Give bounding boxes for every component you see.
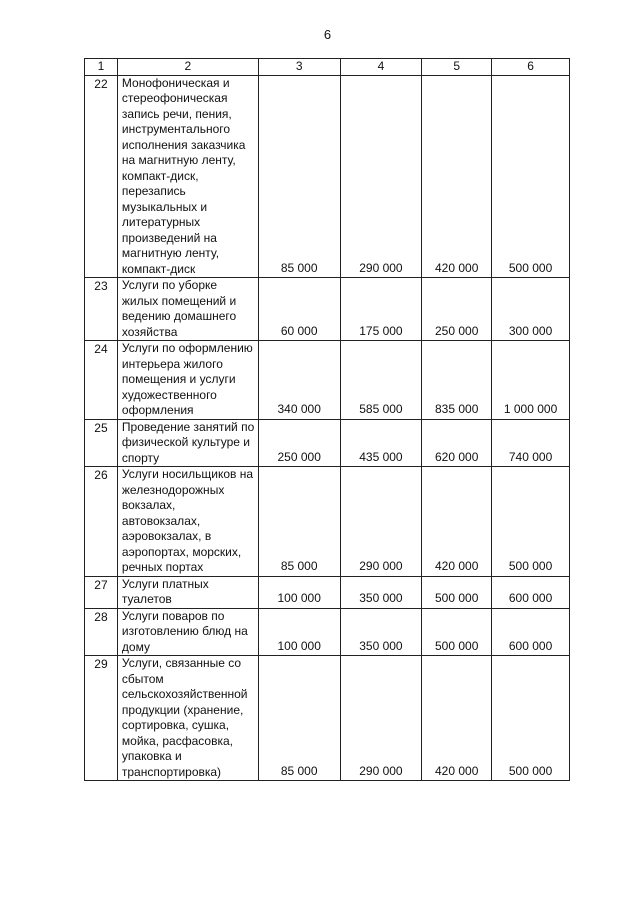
- value-col-5: 250 000: [422, 278, 492, 341]
- service-description: Монофоническая и стереофоническая запись речи, пения, инструментального исполнения заказчика на магнитную ленту, компакт-диск, перезапись музыкальных и литературных произведений на магнитную ленту, компакт-диск: [117, 75, 258, 278]
- column-header-1: 1: [85, 59, 118, 76]
- value-col-6: 500 000: [492, 467, 570, 577]
- value-col-3: 60 000: [258, 278, 340, 341]
- value-col-4: 350 000: [340, 576, 422, 608]
- table-row: [85, 467, 570, 577]
- service-description: Услуги по оформлению интерьера жилого помещения и услуги художественного оформления: [117, 341, 258, 420]
- column-header-6: 6: [492, 59, 570, 76]
- row-number: 22: [85, 75, 118, 278]
- value-col-4: 435 000: [340, 419, 422, 467]
- table-row: [85, 75, 570, 278]
- row-number: 25: [85, 419, 118, 467]
- row-number: 26: [85, 467, 118, 577]
- value-col-3: 100 000: [258, 576, 340, 608]
- value-col-3: 250 000: [258, 419, 340, 467]
- table-row: [85, 608, 570, 656]
- column-number-row: [85, 59, 570, 76]
- table-row: [85, 341, 570, 420]
- tariff-table: [84, 58, 570, 781]
- value-col-4: 290 000: [340, 656, 422, 781]
- table-row: [85, 656, 570, 781]
- value-col-6: 1 000 000: [492, 341, 570, 420]
- value-col-3: 100 000: [258, 608, 340, 656]
- service-description: Услуги платных туалетов: [117, 576, 258, 608]
- value-col-4: 290 000: [340, 75, 422, 278]
- column-header-4: 4: [340, 59, 422, 76]
- service-description: Услуги поваров по изготовлению блюд на дому: [117, 608, 258, 656]
- value-col-3: 85 000: [258, 656, 340, 781]
- value-col-6: 740 000: [492, 419, 570, 467]
- value-col-5: 620 000: [422, 419, 492, 467]
- value-col-6: 500 000: [492, 656, 570, 781]
- column-header-5: 5: [422, 59, 492, 76]
- value-col-4: 290 000: [340, 467, 422, 577]
- service-description: Услуги, связанные со сбытом сельскохозяйственной продукции (хранение, сортировка, сушка, мойка, расфасовка, упаковка и транспортировка): [117, 656, 258, 781]
- value-col-6: 600 000: [492, 576, 570, 608]
- table-row: [85, 278, 570, 341]
- table-row: [85, 419, 570, 467]
- value-col-4: 350 000: [340, 608, 422, 656]
- value-col-3: 340 000: [258, 341, 340, 420]
- row-number: 29: [85, 656, 118, 781]
- column-header-3: 3: [258, 59, 340, 76]
- value-col-5: 420 000: [422, 656, 492, 781]
- value-col-5: 835 000: [422, 341, 492, 420]
- value-col-6: 600 000: [492, 608, 570, 656]
- table-row: [85, 576, 570, 608]
- page-number: 6: [323, 27, 332, 42]
- service-description: Услуги носильщиков на железнодорожных вокзалах, автовокзалах, аэровокзалах, в аэропортах, морских, речных портах: [117, 467, 258, 577]
- value-col-3: 85 000: [258, 467, 340, 577]
- value-col-4: 585 000: [340, 341, 422, 420]
- column-header-2: 2: [117, 59, 258, 76]
- value-col-5: 500 000: [422, 608, 492, 656]
- row-number: 27: [85, 576, 118, 608]
- value-col-3: 85 000: [258, 75, 340, 278]
- row-number: 23: [85, 278, 118, 341]
- row-number: 24: [85, 341, 118, 420]
- value-col-5: 420 000: [422, 75, 492, 278]
- value-col-6: 300 000: [492, 278, 570, 341]
- value-col-6: 500 000: [492, 75, 570, 278]
- service-description: Услуги по уборке жилых помещений и ведению домашнего хозяйства: [117, 278, 258, 341]
- value-col-5: 500 000: [422, 576, 492, 608]
- service-description: Проведение занятий по физической культуре и спорту: [117, 419, 258, 467]
- row-number: 28: [85, 608, 118, 656]
- value-col-4: 175 000: [340, 278, 422, 341]
- value-col-5: 420 000: [422, 467, 492, 577]
